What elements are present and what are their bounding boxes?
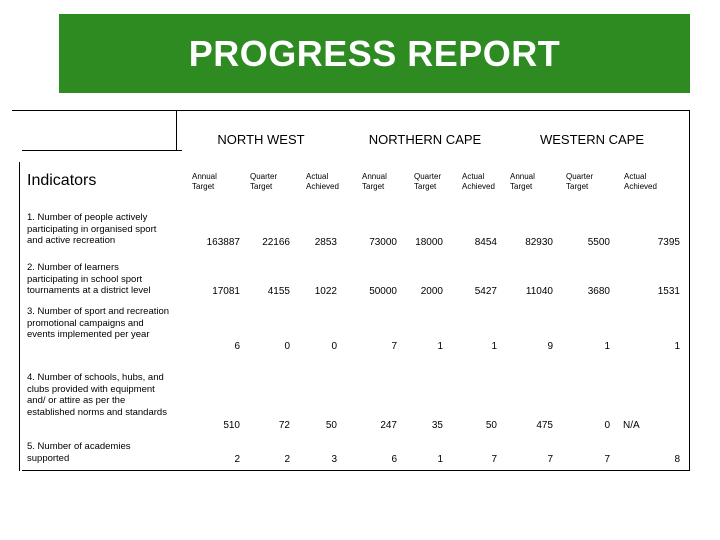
table-cell: 3 xyxy=(331,454,337,465)
table-cell: 1 xyxy=(437,341,443,352)
table-cell: 2000 xyxy=(420,286,443,297)
subheader-line: Target xyxy=(362,182,385,191)
table-cell: 163887 xyxy=(206,237,240,248)
table-cell: 0 xyxy=(284,341,290,352)
subheader-line: Target xyxy=(250,182,273,191)
table-cell: 73000 xyxy=(369,237,397,248)
subheader-line: Annual xyxy=(510,172,535,181)
table-cell: 510 xyxy=(223,420,240,431)
subheader-line: Annual xyxy=(362,172,387,181)
bottom-rule xyxy=(22,470,690,471)
table-cell: 7 xyxy=(604,454,610,465)
region-western-cape: WESTERN CAPE xyxy=(539,132,644,147)
subheader-line: Annual xyxy=(192,172,217,181)
table-cell: 8454 xyxy=(474,237,497,248)
table-cell: 0 xyxy=(331,341,337,352)
table-cell: 82930 xyxy=(525,237,553,248)
table-cell: 4155 xyxy=(267,286,290,297)
table-cell: 50 xyxy=(325,420,337,431)
region-north-west: NORTH WEST xyxy=(217,132,305,147)
subheader-1 xyxy=(250,172,277,192)
subheader-8 xyxy=(624,172,657,192)
indicator-1: 1. Number of people actively participating in organised sport and active recreation xyxy=(27,212,157,247)
indicators-header: Indicators xyxy=(27,172,97,189)
table-cell: 72 xyxy=(278,420,290,431)
table-cell: 2 xyxy=(234,454,240,465)
subheader-2 xyxy=(306,172,339,192)
table-cell: 0 xyxy=(604,420,610,431)
subheader-line: Quarter xyxy=(250,172,278,181)
table-cell: 7 xyxy=(391,341,397,352)
subheader-7 xyxy=(566,172,593,192)
table-cell: 5427 xyxy=(474,286,497,297)
table-cell: 475 xyxy=(536,420,553,431)
table-cell: 3680 xyxy=(587,286,610,297)
subheader-3 xyxy=(362,172,387,192)
table-cell: 2 xyxy=(284,454,290,465)
table-cell: 35 xyxy=(431,420,443,431)
title-banner xyxy=(59,14,690,93)
subheader-line: Target xyxy=(192,182,215,191)
subheader-6 xyxy=(510,172,535,192)
subheader-line: Actual xyxy=(306,172,329,181)
table-cell: 1 xyxy=(491,341,497,352)
page-title: PROGRESS REPORT xyxy=(188,32,561,74)
table-cell: N/A xyxy=(623,420,640,431)
right-border xyxy=(689,110,690,471)
table-cell: 11040 xyxy=(525,286,553,297)
table-cell: 1 xyxy=(674,341,680,352)
header-rule-left xyxy=(22,150,182,151)
subheader-line: Quarter xyxy=(414,172,442,181)
table-cell: 50 xyxy=(485,420,497,431)
subheader-5 xyxy=(462,172,495,192)
table-cell: 7 xyxy=(547,454,553,465)
top-rule xyxy=(12,110,690,111)
subheader-0 xyxy=(192,172,217,192)
subheader-line: Quarter xyxy=(566,172,594,181)
table-cell: 9 xyxy=(547,341,553,352)
table-cell: 7 xyxy=(491,454,497,465)
subheader-line: Achieved xyxy=(462,182,495,191)
indicator-3: 3. Number of sport and recreation promotional campaigns and events implemented per year xyxy=(27,306,170,341)
table-cell: 2853 xyxy=(314,237,337,248)
left-border xyxy=(19,162,20,471)
indicator-2: 2. Number of learners participating in school sport tournaments at a district level xyxy=(27,262,151,297)
subheader-line: Target xyxy=(510,182,533,191)
table-cell: 1 xyxy=(437,454,443,465)
table-cell: 17081 xyxy=(212,286,240,297)
subheader-line: Achieved xyxy=(624,182,657,191)
table-cell: 22166 xyxy=(262,237,290,248)
table-cell: 6 xyxy=(391,454,397,465)
table-cell: 247 xyxy=(380,420,397,431)
subheader-line: Actual xyxy=(624,172,647,181)
header-divider xyxy=(176,110,177,151)
table-cell: 5500 xyxy=(587,237,610,248)
indicator-5: 5. Number of academies supported xyxy=(27,441,131,464)
subheader-line: Achieved xyxy=(306,182,339,191)
subheader-line: Target xyxy=(414,182,437,191)
table-cell: 8 xyxy=(674,454,680,465)
table-cell: 1 xyxy=(604,341,610,352)
table-cell: 1531 xyxy=(657,286,680,297)
table-cell: 6 xyxy=(234,341,240,352)
region-northern-cape: NORTHERN CAPE xyxy=(368,132,482,147)
subheader-4 xyxy=(414,172,441,192)
table-cell: 1022 xyxy=(314,286,337,297)
indicator-4: 4. Number of schools, hubs, and clubs provided with equipment and/ or attire as per the established norms and standards xyxy=(27,372,167,418)
subheader-line: Target xyxy=(566,182,589,191)
subheader-line: Actual xyxy=(462,172,485,181)
table-cell: 50000 xyxy=(369,286,397,297)
table-cell: 18000 xyxy=(415,237,443,248)
table-cell: 7395 xyxy=(657,237,680,248)
